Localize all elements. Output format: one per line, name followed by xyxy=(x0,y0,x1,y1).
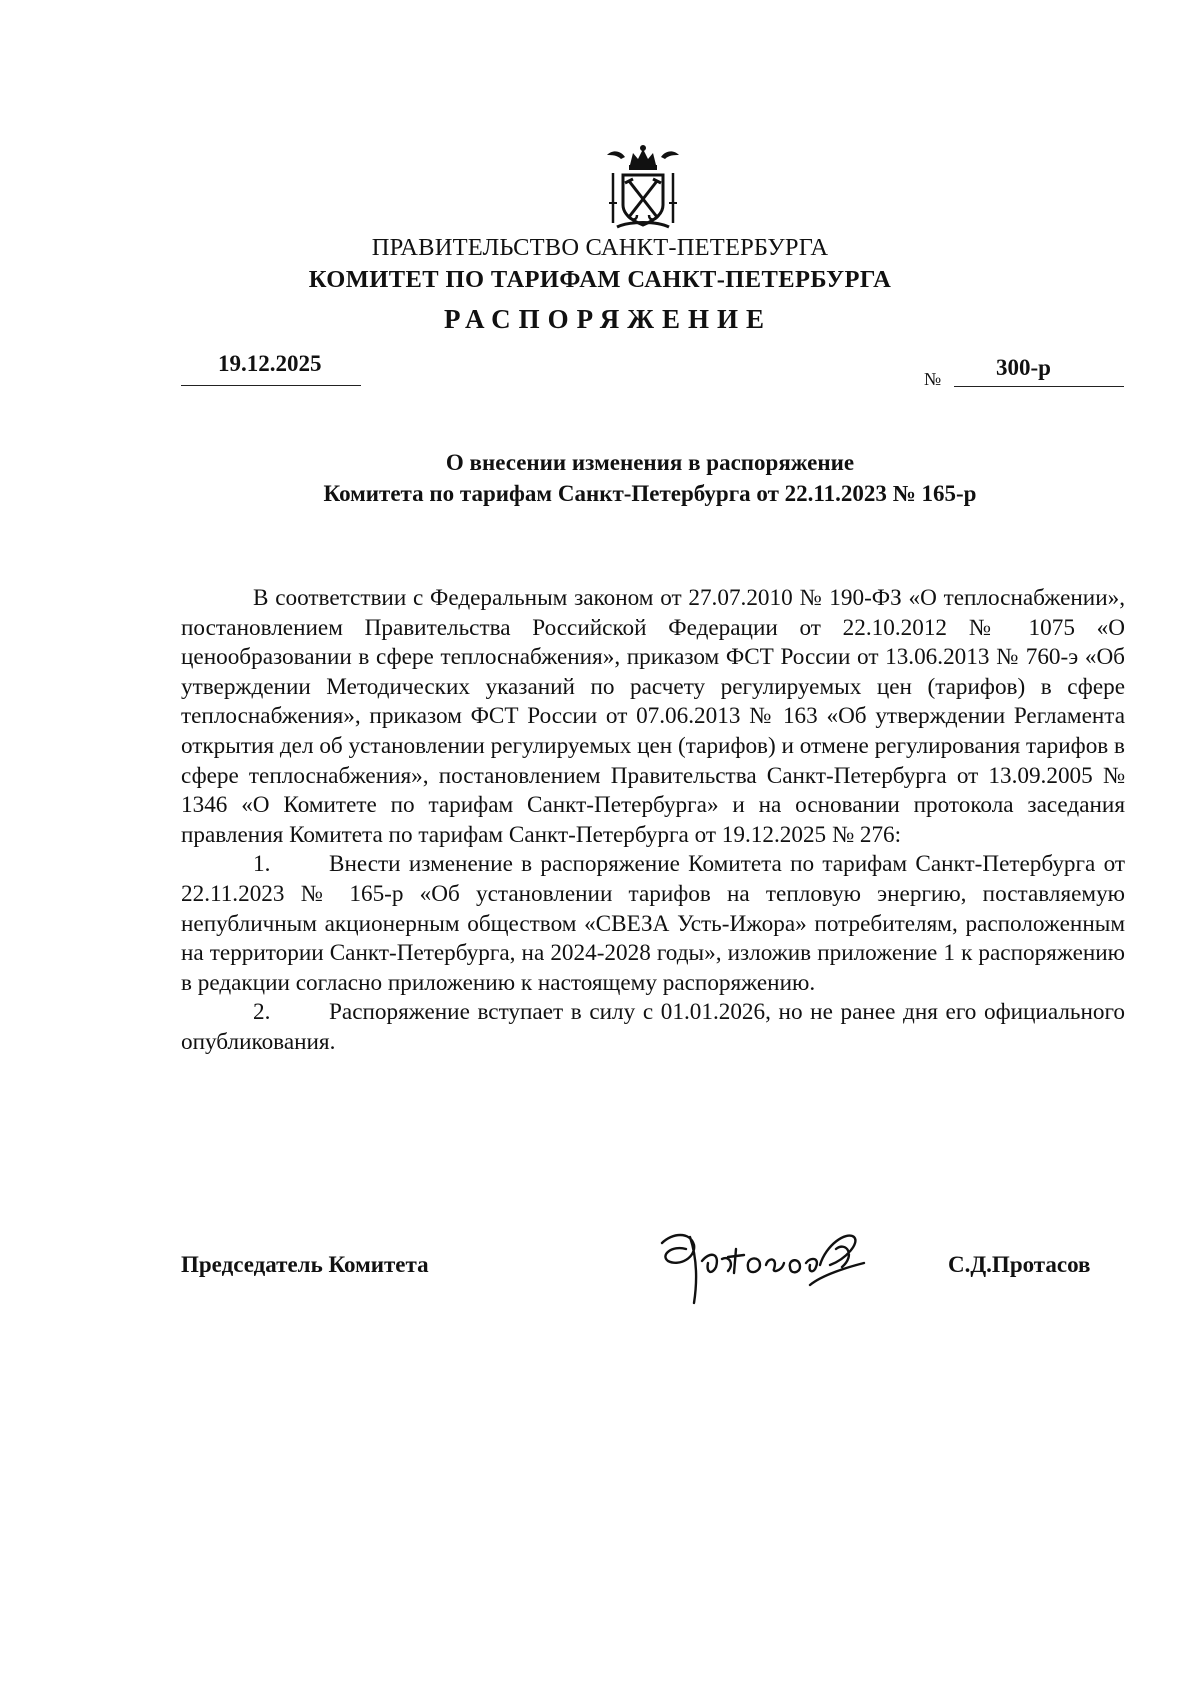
document-date-field xyxy=(181,351,361,386)
list-item xyxy=(181,998,1125,1057)
item-text: Внести изменение в распоряжение Комитета по тарифам Санкт-Петербурга от 22.11.2023 № 165-р «Об установлении тарифов на тепловую энергию, поставляемую непубличным акционерным обществом «СВЕЗА Усть-Ижора» потребителям, расположенным на территории Санкт-Петербурга, на 2024-2028 годы», изложив приложение 1 к распоряжению в редакции согласно приложению к настоящему распоряжению. xyxy=(181,851,1125,996)
document-date: 19.12.2025 xyxy=(218,351,322,376)
item-number: 1. xyxy=(253,851,271,878)
handwritten-signature xyxy=(650,1215,900,1325)
signatory-role: Председатель Комитета xyxy=(181,1252,429,1277)
subject-line-1: О внесении изменения в распоряжение xyxy=(445,450,855,475)
government-title: ПРАВИТЕЛЬСТВО САНКТ-ПЕТЕРБУРГА xyxy=(371,234,829,261)
subject-line-2: Комитета по тарифам Санкт-Петербурга от 22.11.2023 № 165-р xyxy=(323,481,977,506)
committee-title: КОМИТЕТ ПО ТАРИФАМ САНКТ-ПЕТЕРБУРГА xyxy=(308,266,892,293)
signatory-name: С.Д.Протасов xyxy=(948,1252,1091,1277)
number-underline xyxy=(954,386,1124,387)
document-body xyxy=(181,584,1125,1058)
item-number: 2. xyxy=(253,999,271,1026)
document-number-field xyxy=(924,355,1124,391)
item-text: Распоряжение вступает в силу с 01.01.2026, но не ранее дня его официального опубликования. xyxy=(181,999,1125,1055)
coat-of-arms-icon xyxy=(603,143,683,231)
document-type-title: РАСПОРЯЖЕНИЕ xyxy=(443,304,773,334)
number-sign: № xyxy=(924,369,942,389)
list-item xyxy=(181,850,1125,998)
document-subject xyxy=(180,447,1120,509)
preamble-paragraph: В соответствии с Федеральным законом от 27.07.2010 № 190-ФЗ «О теплоснабжении», постановлением Правительства Российской Федерации от 22.10.2012 № 1075 «О ценообразовании в сфере теплоснабжения», приказом ФСТ России от 13.06.2013 № 760-э «Об утверждении Методических указаний по расчету регулируемых цен (тарифов) в сфере теплоснабжения», приказом ФСТ России от 07.06.2013 № 163 «Об утверждении Регламента открытия дел об установлении регулируемых цен (тарифов) и отмене регулирования тарифов в сфере теплоснабжения», постановлением Правительства Санкт-Петербурга от 13.09.2005 № 1346 «О Комитете по тарифам Санкт-Петербурга» и на основании протокола заседания правления Комитета по тарифам Санкт-Петербурга от 19.12.2025 № 276: xyxy=(181,585,1125,848)
document-number: 300-р xyxy=(996,355,1051,380)
